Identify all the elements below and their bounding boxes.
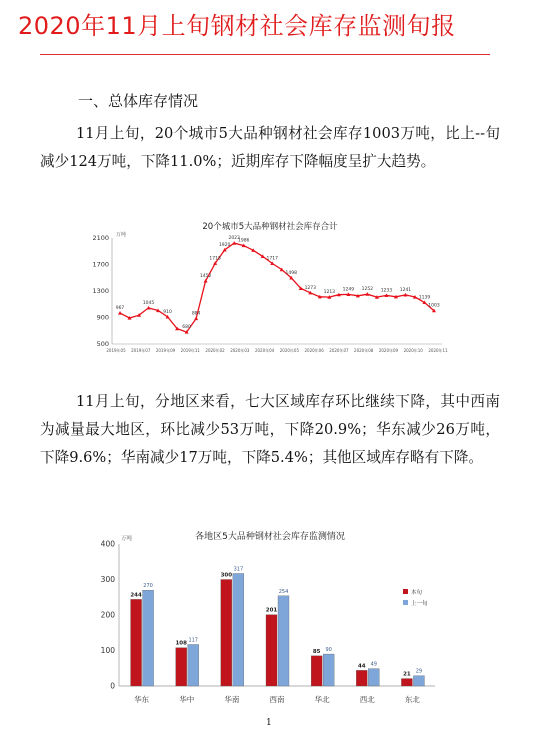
line-chart-y-tick: 1700	[92, 260, 109, 269]
bar-chart-legend-swatch	[403, 600, 408, 605]
bar-chart-bar	[368, 669, 379, 686]
line-chart-x-tick: 2020年09	[378, 348, 399, 353]
line-chart-data-label: 1986	[237, 238, 250, 244]
line-chart-point	[194, 317, 198, 321]
line-chart-point	[118, 311, 122, 315]
line-chart-total-inventory	[90, 218, 450, 358]
line-chart-data-label: 1213	[323, 290, 336, 296]
bar-chart-x-tick: 西南	[269, 695, 285, 704]
line-chart-data-label: 1233	[380, 288, 393, 294]
bar-chart-x-tick: 华中	[179, 695, 195, 704]
bar-chart-data-label: 117	[188, 637, 198, 644]
line-chart-data-label: 910	[163, 309, 172, 315]
bar-chart-bar	[131, 599, 142, 686]
line-chart-data-label: 1045	[142, 300, 155, 306]
line-chart-unit: 万吨	[116, 232, 127, 238]
line-chart-x-tick: 2020年02	[205, 348, 225, 353]
line-chart-data-label: 1003	[428, 303, 440, 309]
bar-chart-title: 各地区5大品种钢材社会库存监测情况	[195, 532, 345, 542]
bar-chart-data-label: 29	[415, 668, 423, 675]
page-title: 2020年11月上旬钢材社会库存监测旬报	[18, 12, 456, 40]
bar-chart-bar	[188, 644, 199, 686]
bar-chart-x-tick: 华南	[224, 695, 240, 704]
bar-chart-bar	[356, 670, 367, 686]
bar-chart-data-label: 21	[403, 671, 411, 678]
bar-chart-data-label: 254	[278, 588, 289, 595]
bar-chart-bar	[413, 676, 424, 686]
line-chart-data-label: 884	[191, 311, 201, 317]
line-chart-data-label: 1273	[304, 285, 317, 291]
line-chart-data-label: 1718	[209, 256, 221, 262]
bar-chart-y-tick: 200	[100, 610, 115, 620]
bar-chart-legend-label: 本旬	[411, 590, 423, 596]
line-chart-x-tick: 2020年04	[254, 348, 275, 353]
line-chart-y-tick: 500	[96, 340, 109, 348]
bar-chart-unit: 万吨	[121, 536, 133, 542]
line-chart-data-label: 1241	[399, 287, 412, 293]
line-chart-data-label: 1252	[361, 287, 374, 293]
line-chart-x-tick: 2020年07	[329, 348, 349, 353]
page-number: 1	[266, 718, 272, 728]
bar-chart-bar	[221, 580, 232, 687]
section-heading: 一、总体库存情况	[78, 92, 199, 110]
bar-chart-y-tick: 0	[110, 681, 115, 691]
bar-chart-bar	[176, 648, 187, 686]
line-chart-data-label: 1498	[285, 270, 297, 276]
bar-chart-x-tick: 华东	[134, 695, 150, 704]
line-chart-x-tick: 2020年10	[403, 348, 423, 353]
bar-chart-x-tick: 东北	[404, 695, 420, 704]
bar-chart-data-label: 49	[370, 661, 377, 668]
line-chart-data-label: 1249	[342, 287, 355, 293]
bar-chart-data-label: 201	[265, 607, 278, 614]
line-chart-data-label: 967	[115, 306, 125, 312]
line-chart-x-tick: 2020年06	[304, 348, 324, 353]
line-chart-x-tick: 2020年05	[279, 348, 300, 353]
title-divider	[40, 54, 490, 55]
bar-chart-bar	[143, 590, 154, 686]
line-chart-data-label: 680	[182, 325, 191, 331]
line-chart-y-tick: 2100	[92, 234, 109, 242]
line-chart-data-label: 2023	[228, 236, 240, 242]
bar-chart-bar	[401, 679, 412, 686]
line-chart-x-tick: 2020年03	[230, 348, 250, 353]
bar-chart-data-label: 108	[175, 640, 187, 647]
bar-chart-bar	[233, 573, 244, 686]
paragraph-total-inventory: 11月上旬，20个城市5大品种钢材社会库存1003万吨，比上--旬减少124万吨，下降11.0%；近期库存下降幅度呈扩大趋势。	[40, 125, 500, 170]
bar-chart-legend-swatch	[403, 589, 408, 594]
bar-chart-x-tick: 西北	[359, 695, 375, 704]
bar-chart-bar	[266, 615, 277, 686]
bar-chart-data-label: 317	[233, 566, 244, 573]
line-chart-x-tick: 2019年07	[131, 348, 151, 353]
bar-chart-y-tick: 300	[100, 575, 115, 584]
bar-chart-y-tick: 400	[100, 539, 115, 549]
bar-chart-x-tick: 华北	[314, 695, 330, 704]
line-chart-y-tick: 900	[96, 313, 109, 322]
bar-chart-data-label: 270	[143, 583, 153, 590]
line-chart-data-label: 1139	[418, 295, 431, 301]
bar-chart-bar	[311, 656, 322, 686]
line-chart-data-label: 1452	[199, 273, 212, 279]
line-chart-x-tick: 2020年11	[428, 348, 448, 353]
bar-chart-data-label: 90	[325, 647, 332, 654]
line-chart-x-tick: 2019年09	[155, 348, 176, 353]
line-chart-data-label: 1717	[266, 256, 278, 262]
line-chart-x-tick: 2019年05	[106, 348, 126, 353]
bar-chart-regional-inventory	[85, 528, 485, 713]
bar-chart-bar	[323, 654, 334, 686]
line-chart-data-label: 1920	[218, 242, 231, 248]
line-chart-x-tick: 2019年11	[180, 348, 200, 353]
line-chart-y-tick: 1300	[92, 287, 109, 295]
line-chart-title: 20个城市5大品种钢材社会库存合计	[202, 222, 338, 232]
bar-chart-legend-label: 上一旬	[411, 601, 428, 607]
paragraph-regional-inventory: 11月上旬，分地区来看，七大区域库存环比继续下降，其中西南为减量最大地区，环比减少53万吨，下降20.9%；华东减少26万吨，下降9.6%；华南减少17万吨，下降5.4%；其他区域库存略有下降。	[40, 393, 500, 466]
line-chart-x-tick: 2020年08	[354, 348, 374, 353]
bar-chart-y-tick: 100	[100, 646, 115, 655]
bar-chart-data-label: 244	[130, 592, 142, 599]
bar-chart-data-label: 44	[357, 663, 366, 670]
bar-chart-bar	[278, 596, 289, 686]
bar-chart-data-label: 85	[312, 648, 321, 655]
bar-chart-data-label: 300	[220, 572, 233, 579]
